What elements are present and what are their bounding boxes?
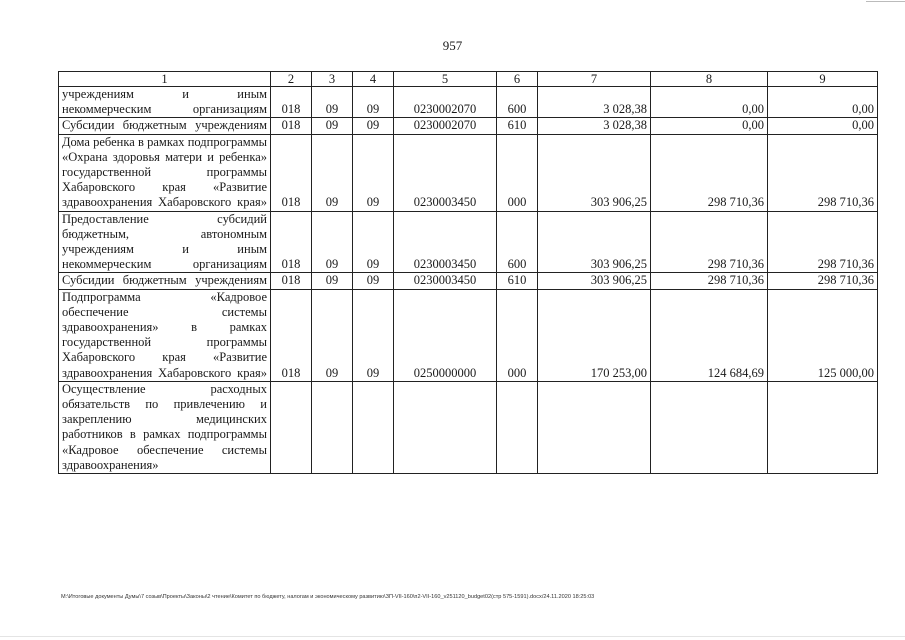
amount-col9: 298 710,36	[768, 134, 878, 211]
header-row	[59, 72, 878, 87]
table-row	[59, 381, 878, 473]
amount-col7: 303 906,25	[538, 211, 651, 273]
expense-type-code: 000	[497, 134, 538, 211]
amount-col9: 298 710,36	[768, 211, 878, 273]
amount-col9: 0,00	[768, 87, 878, 118]
expense-type-code: 000	[497, 289, 538, 381]
target-article-code: 0230002070	[394, 118, 497, 134]
subsection-code: 09	[353, 211, 394, 273]
section-code: 09	[312, 273, 353, 289]
column-header: 4	[353, 72, 394, 87]
expense-type-code: 600	[497, 211, 538, 273]
amount-col8: 124 684,69	[651, 289, 768, 381]
ministry-code: 018	[271, 87, 312, 118]
column-header: 6	[497, 72, 538, 87]
budget-table	[58, 71, 878, 474]
row-name: Предоставление субсидий бюджетным, автономным учреждениям и иным некоммерческим организациям	[59, 211, 271, 273]
table-row	[59, 289, 878, 381]
column-header: 1	[59, 72, 271, 87]
target-article-code	[394, 381, 497, 473]
amount-col9	[768, 381, 878, 473]
bottom-edge-line	[0, 636, 905, 637]
subsection-code: 09	[353, 118, 394, 134]
amount-col8: 298 710,36	[651, 211, 768, 273]
column-header: 2	[271, 72, 312, 87]
amount-col7	[538, 381, 651, 473]
expense-type-code: 600	[497, 87, 538, 118]
row-name: Субсидии бюджетным учреждениям	[59, 118, 271, 134]
target-article-code: 0230003450	[394, 134, 497, 211]
amount-col9: 0,00	[768, 118, 878, 134]
amount-col8: 0,00	[651, 87, 768, 118]
table-row	[59, 211, 878, 273]
expense-type-code: 610	[497, 273, 538, 289]
table-row	[59, 273, 878, 289]
amount-col8	[651, 381, 768, 473]
target-article-code: 0250000000	[394, 289, 497, 381]
expense-type-code: 610	[497, 118, 538, 134]
amount-col7: 3 028,38	[538, 87, 651, 118]
section-code: 09	[312, 289, 353, 381]
amount-col9: 125 000,00	[768, 289, 878, 381]
subsection-code: 09	[353, 87, 394, 118]
table-row	[59, 134, 878, 211]
table-row	[59, 87, 878, 118]
section-code: 09	[312, 134, 353, 211]
ministry-code: 018	[271, 134, 312, 211]
column-header: 8	[651, 72, 768, 87]
ministry-code: 018	[271, 211, 312, 273]
amount-col8: 298 710,36	[651, 134, 768, 211]
section-code: 09	[312, 118, 353, 134]
target-article-code: 0230003450	[394, 211, 497, 273]
subsection-code: 09	[353, 289, 394, 381]
amount-col7: 170 253,00	[538, 289, 651, 381]
target-article-code: 0230002070	[394, 87, 497, 118]
page-number: 957	[442, 38, 463, 53]
document-path-footer: M:\Итоговые документы Думы\7 созыв\Проекты\Законы\2 чтение\Комитет по бюджету, налогам и экономическому развитию\ЗП-VII-160\п2-VII-160_v251120_budget02(стр 575-1591).docx/24.11.2020 18:25:03	[61, 594, 595, 600]
row-name: Субсидии бюджетным учреждениям	[59, 273, 271, 289]
ministry-code: 018	[271, 118, 312, 134]
row-name: Осуществление расходных обязательств по привлечению и закреплению медицинских работников в рамках подпрограммы «Кадровое обеспечение системы здравоохранения»	[59, 381, 271, 473]
expense-type-code	[497, 381, 538, 473]
ministry-code: 018	[271, 273, 312, 289]
section-code	[312, 381, 353, 473]
section-code: 09	[312, 87, 353, 118]
amount-col7: 303 906,25	[538, 273, 651, 289]
amount-col9: 298 710,36	[768, 273, 878, 289]
target-article-code: 0230003450	[394, 273, 497, 289]
section-code: 09	[312, 211, 353, 273]
ministry-code	[271, 381, 312, 473]
subsection-code	[353, 381, 394, 473]
column-header: 7	[538, 72, 651, 87]
row-name: Подпрограмма «Кадровое обеспечение системы здравоохранения» в рамках государственной программы Хабаровского края «Развитие здравоохранения Хабаровского края»	[59, 289, 271, 381]
row-name: учреждениям и иным некоммерческим организациям	[59, 87, 271, 118]
table-row	[59, 118, 878, 134]
top-edge-line	[866, 1, 905, 2]
column-header: 5	[394, 72, 497, 87]
column-header: 3	[312, 72, 353, 87]
row-name: Дома ребенка в рамках подпрограммы «Охрана здоровья матери и ребенка» государственной программы Хабаровского края «Развитие здравоохранения Хабаровского края»	[59, 134, 271, 211]
subsection-code: 09	[353, 273, 394, 289]
amount-col7: 3 028,38	[538, 118, 651, 134]
amount-col8: 0,00	[651, 118, 768, 134]
ministry-code: 018	[271, 289, 312, 381]
column-header: 9	[768, 72, 878, 87]
subsection-code: 09	[353, 134, 394, 211]
amount-col7: 303 906,25	[538, 134, 651, 211]
amount-col8: 298 710,36	[651, 273, 768, 289]
